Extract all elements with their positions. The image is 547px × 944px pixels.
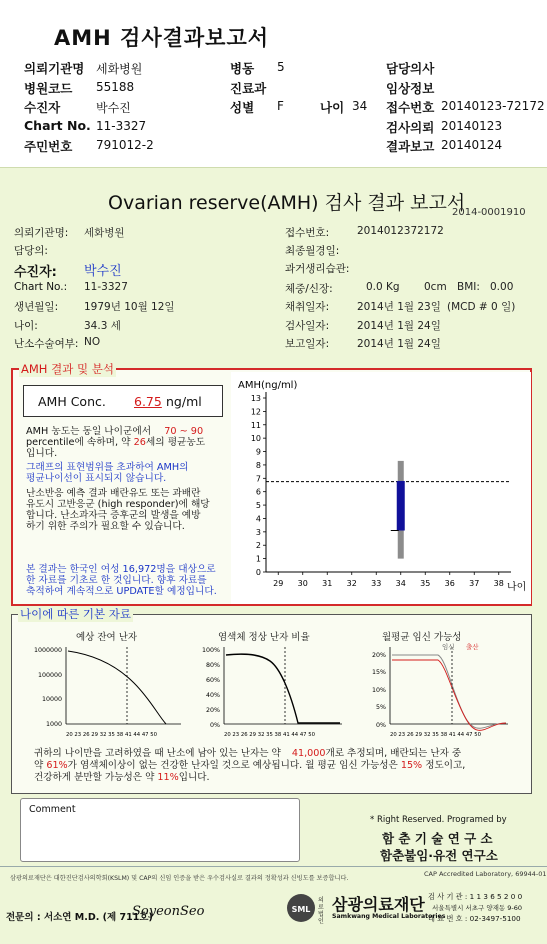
foundation-logo-icon bbox=[286, 892, 316, 924]
value-report-date: 20140124 bbox=[441, 138, 503, 152]
oocyte-count: 41,000 bbox=[291, 748, 326, 759]
value-birth: 1979년 10월 12일 bbox=[84, 301, 175, 313]
amh-analysis-line1 bbox=[26, 426, 203, 437]
label-institution: 의뢰기관명: bbox=[14, 227, 69, 239]
y-tick: 15% bbox=[372, 669, 386, 676]
y-tick-label: 0 bbox=[255, 568, 261, 577]
normal-ratio: 61% bbox=[46, 760, 68, 771]
value-surgery: NO bbox=[84, 336, 101, 348]
y-tick: 0% bbox=[210, 722, 220, 729]
value-patient: 박수진 bbox=[84, 264, 122, 279]
value-chart-no: 11-3327 bbox=[96, 119, 147, 133]
y-tick: 0% bbox=[376, 722, 386, 729]
y-tick-label: 2 bbox=[255, 541, 261, 551]
value-test-date: 2014년 1월 24일 bbox=[357, 320, 441, 332]
text: 약 bbox=[34, 760, 44, 771]
divider bbox=[0, 866, 547, 867]
chart3-title: 월평균 임신 가능성 bbox=[382, 632, 462, 643]
specialist: 전문의 : 서소연 M.D. (제 711호) bbox=[6, 912, 153, 923]
value-request-date: 20140123 bbox=[441, 119, 503, 133]
y-tick: 5% bbox=[376, 704, 386, 711]
x-ticks: 20 23 26 29 32 35 38 41 44 47 50 bbox=[390, 732, 481, 738]
value-patient: 박수진 bbox=[96, 101, 131, 115]
x-tick-label: 34 bbox=[395, 579, 406, 588]
label-request-date: 검사의뢰 bbox=[386, 120, 435, 135]
cap-accreditation: CAP Accredited Laboratory, 69944-01 bbox=[424, 870, 547, 878]
label-age: 나이: bbox=[14, 320, 38, 332]
value-report-date: 2014년 1월 24일 bbox=[357, 338, 441, 350]
label-receipt: 접수번호: bbox=[285, 227, 330, 239]
y-tick: 10000 bbox=[41, 696, 62, 703]
amh-result-panel bbox=[11, 362, 532, 606]
summary-line1 bbox=[34, 748, 461, 759]
label-sample-date: 채취일자: bbox=[285, 301, 330, 313]
y-tick: 10% bbox=[372, 687, 386, 694]
text: 세의 평균농도 bbox=[145, 437, 206, 448]
value-sample-date: 2014년 1월 23일 bbox=[357, 301, 441, 313]
chart1-title: 예상 잔여 난자 bbox=[76, 632, 138, 643]
amh-note-line1: 그래프의 표현범위를 초과하여 AMH의 bbox=[26, 462, 189, 473]
amh-response-line1: 난소반응 예측 결과 배란유도 또는 과배란 bbox=[26, 488, 201, 499]
amh-disclaimer-line3: 축적하여 계속적으로 UPDATE할 예정입니다. bbox=[26, 586, 217, 597]
label-chart-no: Chart No. bbox=[24, 118, 91, 133]
value-resident-no: 791012-2 bbox=[96, 138, 154, 152]
label-hospital-code: 병원코드 bbox=[24, 81, 73, 96]
x-tick-label: 38 bbox=[493, 579, 504, 588]
amh-disclaimer-line2: 한 자료를 기초로 한 것입니다. 향후 자료를 bbox=[26, 575, 207, 586]
age-data-panel bbox=[11, 607, 532, 794]
value-height: 0cm bbox=[424, 281, 447, 293]
y-tick: 1000 bbox=[45, 721, 62, 728]
label-clinical-info: 임상정보 bbox=[386, 81, 435, 96]
x-tick-label: 35 bbox=[420, 579, 431, 588]
label-surgery: 난소수술여부: bbox=[14, 338, 79, 350]
box-iqr bbox=[397, 481, 405, 531]
y-tick: 80% bbox=[206, 662, 220, 669]
summary-line3 bbox=[34, 772, 210, 783]
birth-curve bbox=[392, 660, 506, 730]
chart-y-label: AMH(ng/ml) bbox=[238, 380, 298, 391]
text: AMH 농도는 동일 나이군에서 bbox=[26, 426, 152, 437]
amh-conc-label: AMH Conc. bbox=[38, 394, 106, 409]
legend-birth: 출산 bbox=[466, 643, 479, 651]
equivalent-age: 26 bbox=[133, 437, 146, 448]
value-sex: F bbox=[277, 99, 284, 113]
pregnancy-chance-chart bbox=[356, 641, 526, 741]
x-tick-label: 29 bbox=[273, 579, 284, 588]
institute-1: 함 춘 기 술 연 구 소 bbox=[382, 831, 493, 846]
phone: 대 표 번 호 : 02-3497-5100 bbox=[428, 914, 521, 923]
amh-response-line3: 합니다. 난소과자극 증후군의 발생을 예방 bbox=[26, 510, 201, 521]
label-sex: 성별 bbox=[230, 100, 255, 115]
y-tick-label: 6 bbox=[255, 487, 261, 497]
org-code: 검 사 기 관 : 1 1 3 6 5 2 0 0 bbox=[428, 892, 523, 901]
value-receipt-no: 20140123-72172 bbox=[441, 99, 545, 113]
value-chart-no: 11-3327 bbox=[84, 281, 128, 293]
x-tick-label: 31 bbox=[322, 579, 333, 588]
pregnancy-curve bbox=[392, 655, 506, 728]
report-number: 2014-0001910 bbox=[452, 207, 526, 218]
y-tick-label: 3 bbox=[255, 527, 261, 537]
amh-note-line2: 평균나이선이 표시되지 않습니다. bbox=[26, 473, 167, 484]
y-tick-label: 5 bbox=[255, 501, 261, 511]
svg-text:SML: SML bbox=[291, 905, 311, 914]
accreditation-note: 삼광의료재단은 대한진단검사의학회(KSLM) 및 CAP의 신임 인증을 받은 우수검사실로 결과의 정확성과 신빙도를 보증합니다. bbox=[10, 875, 349, 882]
signature: SoyeonSeo bbox=[132, 904, 205, 919]
x-ticks: 20 23 26 29 32 35 38 41 44 47 50 bbox=[224, 732, 315, 738]
value-institution: 세화병원 bbox=[96, 62, 143, 76]
text: 정도이고, bbox=[425, 760, 466, 771]
rights-text: * Right Reserved. Programed by bbox=[370, 815, 507, 825]
x-tick-label: 37 bbox=[469, 579, 480, 588]
foundation-name: 삼광의료재단 bbox=[332, 895, 425, 914]
value-hospital-code: 55188 bbox=[96, 80, 135, 94]
x-tick-label: 30 bbox=[297, 579, 308, 588]
label-body: 체중/신장: bbox=[285, 283, 333, 295]
label-doctor: 담당의사 bbox=[386, 61, 435, 76]
value-age: 34 bbox=[352, 99, 368, 113]
y-tick: 100% bbox=[201, 647, 220, 654]
age-section-title: 나이에 따른 기본 자료 bbox=[20, 607, 131, 621]
foundation-name-en: Samkwang Medical Laboratories bbox=[332, 913, 446, 920]
birth-chance: 11% bbox=[157, 772, 179, 783]
summary-header bbox=[0, 0, 547, 160]
label-receipt-no: 접수번호 bbox=[386, 100, 435, 115]
label-age: 나이 bbox=[320, 100, 345, 115]
amh-conc-unit: ng/ml bbox=[166, 394, 202, 409]
text: 개로 추정되며, 배란되는 난자 중 bbox=[325, 748, 462, 759]
value-institution: 세화병원 bbox=[84, 227, 125, 239]
y-tick-label: 4 bbox=[255, 514, 261, 524]
text: 입니다. bbox=[178, 772, 210, 783]
institute-2: 함춘불임·유전 연구소 bbox=[380, 848, 498, 863]
remaining-oocytes-chart bbox=[26, 641, 186, 741]
value-bmi: 0.00 bbox=[490, 281, 514, 293]
curve bbox=[68, 651, 166, 724]
label-birth: 생년월일: bbox=[14, 301, 59, 313]
comment-label: Comment bbox=[29, 804, 76, 815]
label-bmi: BMI: bbox=[457, 281, 480, 293]
y-tick: 1000000 bbox=[33, 647, 62, 654]
report-sheet bbox=[0, 167, 547, 944]
percentile-range: 70 ~ 90 bbox=[164, 426, 204, 437]
value-age: 34.3 세 bbox=[84, 320, 121, 332]
chart-background bbox=[231, 372, 531, 604]
text: 건강하게 분만할 가능성은 약 bbox=[34, 772, 155, 783]
y-tick: 20% bbox=[206, 707, 220, 714]
label-chart-no: Chart No.: bbox=[14, 281, 68, 293]
amh-disclaimer-line1: 본 결과는 한국인 여성 16,972명을 대상으로 bbox=[26, 564, 216, 575]
x-tick-label: 36 bbox=[444, 579, 455, 588]
label-report-date: 결과보고 bbox=[386, 139, 435, 154]
text: 귀하의 나이만을 고려하였을 때 난소에 남아 있는 난자는 약 bbox=[34, 748, 281, 759]
y-tick-label: 9 bbox=[255, 447, 261, 457]
y-tick-label: 1 bbox=[255, 554, 261, 564]
label-last-menstruation: 최종월경일: bbox=[285, 245, 340, 257]
amh-conc-value: 6.75 bbox=[134, 394, 162, 409]
label-resident-no: 주민번호 bbox=[24, 139, 73, 154]
value-ward: 5 bbox=[277, 60, 285, 74]
report-title: Ovarian reserve(AMH) 검사 결과 보고서 bbox=[108, 192, 466, 214]
y-tick-label: 12 bbox=[250, 407, 261, 417]
amh-section-title: AMH 결과 및 분석 bbox=[21, 362, 114, 376]
summary-line2 bbox=[34, 760, 465, 771]
chart-x-label: 나이 bbox=[507, 582, 527, 593]
label-patient: 수진자: bbox=[14, 265, 57, 280]
chart2-title: 염색체 정상 난자 비율 bbox=[218, 632, 310, 643]
label-department: 진료과 bbox=[230, 81, 267, 96]
label-test-date: 검사일자: bbox=[285, 320, 330, 332]
amh-response-line2: 유도시 고반응군 (high responder)에 해당 bbox=[26, 499, 210, 510]
x-tick-label: 32 bbox=[346, 579, 357, 588]
y-tick: 100000 bbox=[37, 672, 62, 679]
address: 서울특별시 서초구 양재동 9-60 bbox=[432, 904, 523, 912]
label-institution: 의뢰기관명 bbox=[24, 61, 85, 76]
y-tick: 40% bbox=[206, 692, 220, 699]
y-tick: 60% bbox=[206, 677, 220, 684]
x-ticks: 20 23 26 29 32 35 38 41 44 47 50 bbox=[66, 732, 157, 738]
amh-age-chart bbox=[231, 372, 531, 604]
label-doctor: 담당의: bbox=[14, 245, 48, 257]
normal-oocyte-ratio-chart bbox=[190, 641, 350, 741]
amh-analysis-line3: 입니다. bbox=[26, 448, 58, 459]
label-ward: 병동 bbox=[230, 61, 255, 76]
comment-box bbox=[20, 798, 300, 862]
amh-conc-box bbox=[23, 385, 223, 417]
label-report-date: 보고일자: bbox=[285, 338, 330, 350]
pregnancy-chance: 15% bbox=[400, 760, 423, 771]
x-tick-label: 33 bbox=[371, 579, 382, 588]
curve bbox=[226, 654, 340, 723]
label-history: 과거생리습관: bbox=[285, 263, 350, 275]
amh-analysis-line2 bbox=[26, 437, 205, 448]
y-tick-label: 7 bbox=[255, 474, 261, 484]
label-patient: 수진자 bbox=[24, 100, 61, 115]
y-tick: 20% bbox=[372, 652, 386, 659]
y-tick-label: 13 bbox=[250, 394, 261, 403]
legend-pregnancy: 임신 bbox=[442, 643, 455, 651]
value-weight: 0.0 Kg bbox=[366, 281, 400, 293]
value-mcd: (MCD # 0 일) bbox=[447, 301, 516, 313]
page-title: AMH 검사결과보고서 bbox=[54, 26, 270, 50]
foundation-tag: 의료법인 bbox=[318, 897, 324, 925]
text: percentile에 속하며, 약 bbox=[26, 437, 131, 448]
value-receipt: 2014012372172 bbox=[357, 225, 444, 237]
y-tick-label: 10 bbox=[250, 434, 261, 444]
y-tick-label: 8 bbox=[255, 460, 261, 470]
text: 가 염색체이상이 없는 건강한 난자일 것으로 예상됩니다. 월 평균 임신 가능성은 bbox=[67, 760, 398, 771]
amh-response-line4: 하기 위한 주의가 필요할 수 있습니다. bbox=[26, 521, 185, 532]
y-tick-label: 11 bbox=[250, 420, 261, 430]
